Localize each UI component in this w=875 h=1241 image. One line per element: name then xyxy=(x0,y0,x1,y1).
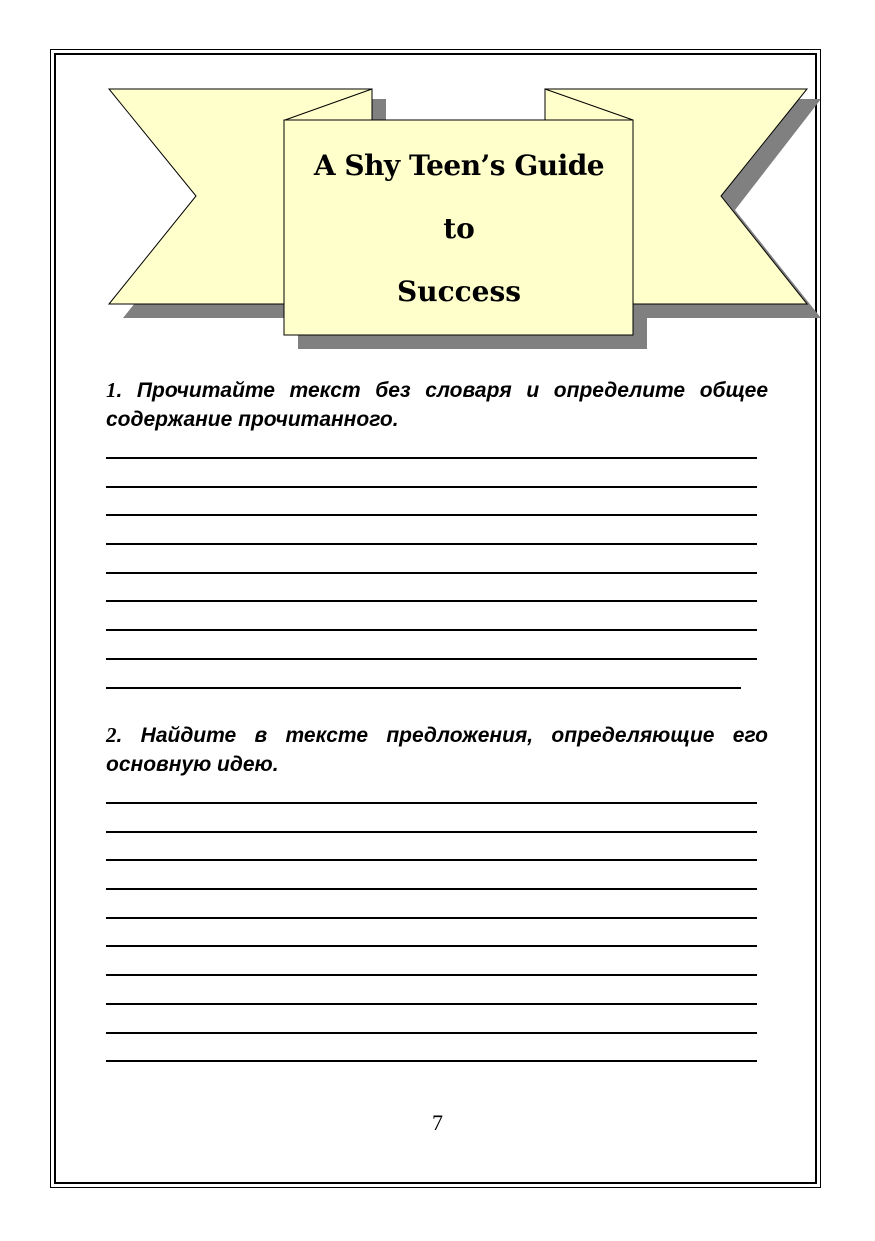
answer-line[interactable] xyxy=(106,872,757,901)
task-1-number: 1 xyxy=(106,378,117,402)
answer-line[interactable] xyxy=(106,642,757,671)
task-1-answer-lines xyxy=(106,441,757,699)
answer-line[interactable] xyxy=(106,556,757,585)
title-line-3: Success xyxy=(396,275,522,308)
answer-line[interactable] xyxy=(106,786,757,815)
answer-line[interactable] xyxy=(106,929,757,958)
answer-line[interactable] xyxy=(106,584,757,613)
answer-line[interactable] xyxy=(106,527,757,556)
answer-line[interactable] xyxy=(106,441,757,470)
title-line-1: A Shy Teen’s Guide xyxy=(313,149,605,182)
task-1-text: . Прочитайте текст без словаря и определите общее содержание прочитанного. xyxy=(106,379,768,431)
task-2-text: . Найдите в тексте предложения, определяющие его основную идею. xyxy=(106,724,768,776)
task-2-answer-lines xyxy=(106,786,757,1073)
answer-line[interactable] xyxy=(106,1044,757,1073)
answer-line[interactable] xyxy=(106,470,757,499)
answer-line[interactable] xyxy=(106,901,757,930)
answer-line[interactable] xyxy=(106,815,757,844)
answer-line[interactable] xyxy=(106,987,757,1016)
answer-line[interactable] xyxy=(106,498,757,527)
page-title xyxy=(285,150,633,308)
title-line-2: to xyxy=(443,212,475,245)
answer-line[interactable] xyxy=(106,843,757,872)
answer-line[interactable] xyxy=(106,1016,757,1045)
task-2-number: 2 xyxy=(106,723,117,747)
page-number: 7 xyxy=(432,1110,443,1135)
task-1-instruction xyxy=(106,376,768,434)
answer-line[interactable] xyxy=(106,958,757,987)
answer-line[interactable] xyxy=(106,613,757,642)
answer-line[interactable] xyxy=(106,671,757,700)
task-2-instruction xyxy=(106,721,768,779)
